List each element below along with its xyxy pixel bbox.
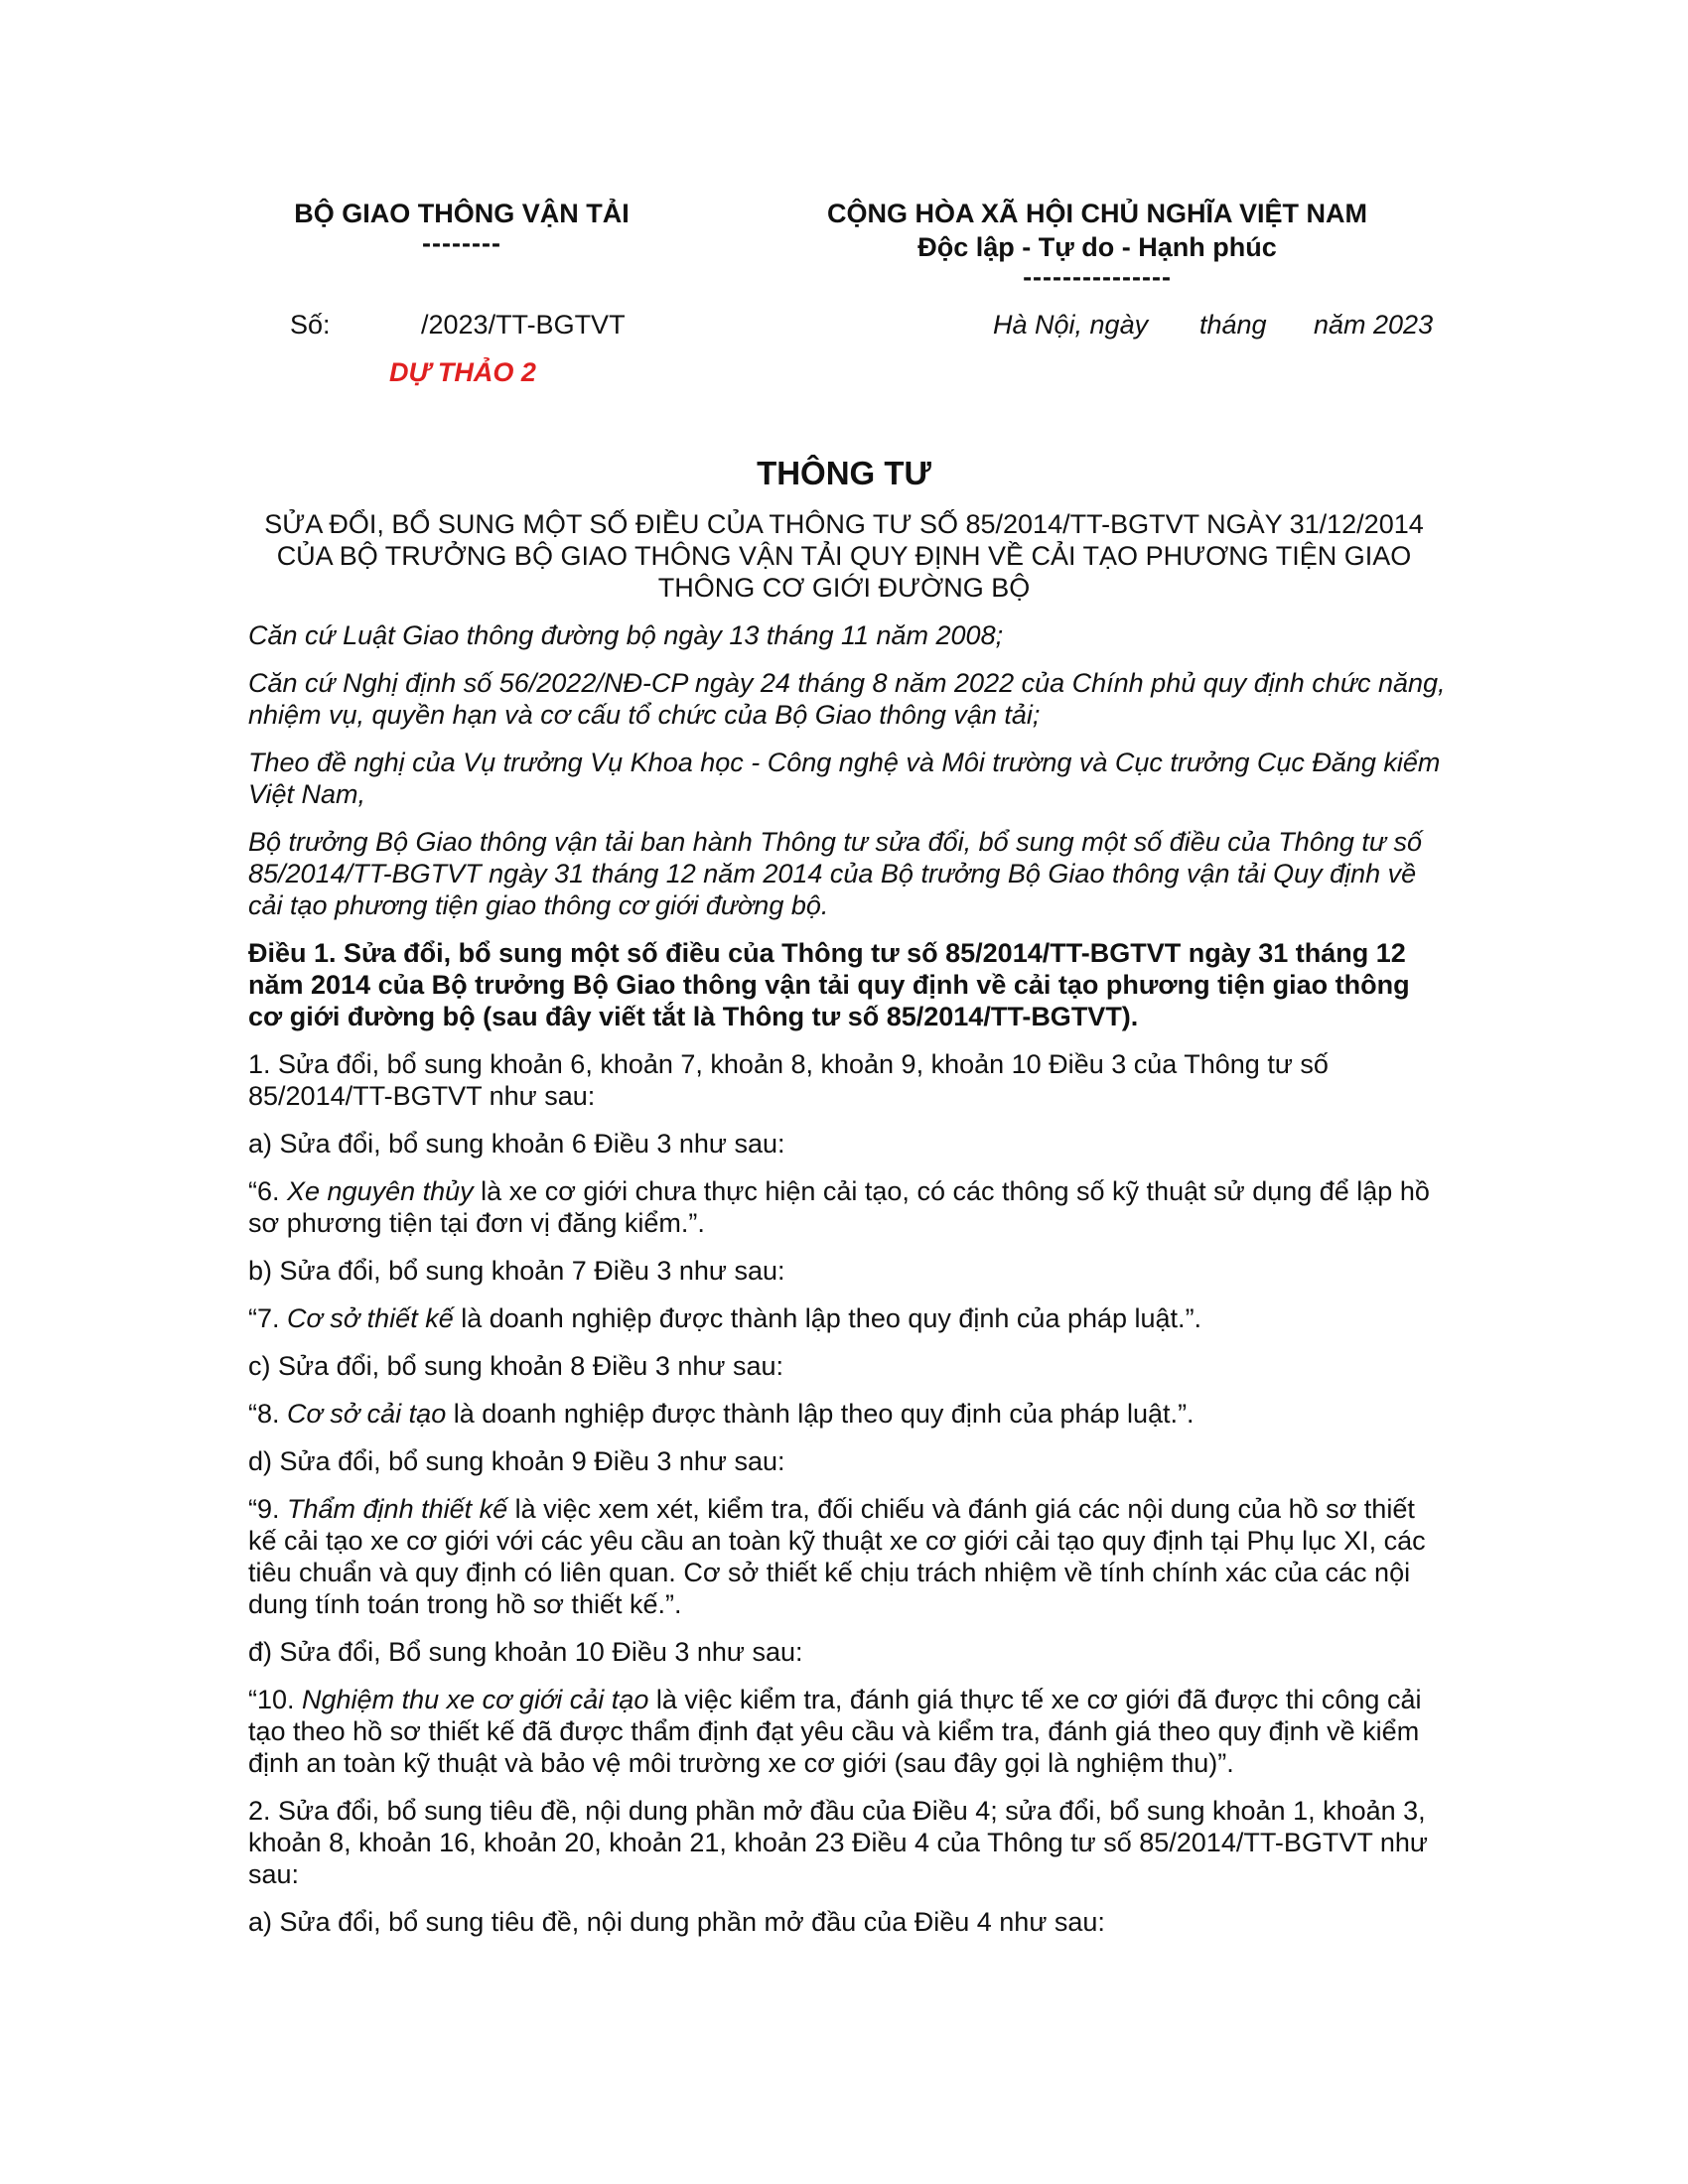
ministry-header bbox=[228, 197, 695, 256]
definition-paragraph bbox=[248, 1302, 1450, 1334]
definition-text: là doanh nghiệp được thành lập theo quy định của pháp luật.”. bbox=[453, 1303, 1202, 1333]
article-heading: Điều 1. Sửa đổi, bổ sung một số điều của Thông tư số 85/2014/TT-BGTVT ngày 31 tháng 12 năm 2014 của Bộ trưởng Bộ Giao thông vận tải quy định về cải tạo phương tiện giao thông cơ giới đường bộ (sau đây viết tắt là Thông tư số 85/2014/TT-BGTVT). bbox=[248, 938, 1410, 1031]
ministry-name: BỘ GIAO THÔNG VẬN TẢI bbox=[294, 199, 630, 228]
clause-paragraph: 1. Sửa đổi, bổ sung khoản 6, khoản 7, khoản 8, khoản 9, khoản 10 Điều 3 của Thông tư số 85/2014/TT-BGTVT như sau: bbox=[248, 1049, 1329, 1111]
definition-prefix: “8. bbox=[248, 1399, 288, 1429]
document-subtitle: SỬA ĐỔI, BỔ SUNG MỘT SỐ ĐIỀU CỦA THÔNG TƯ SỐ 85/2014/TT-BGTVT NGÀY 31/12/2014 CỦA BỘ TRƯỞNG BỘ GIAO THÔNG VẬN TẢI QUY ĐỊNH VỀ CẢI TẠO PHƯƠNG TIỆN GIAO THÔNG CƠ GIỚI ĐƯỜNG BỘ bbox=[264, 509, 1424, 603]
definition-prefix: “9. bbox=[248, 1494, 288, 1524]
national-header bbox=[735, 197, 1460, 290]
definition-prefix: “10. bbox=[248, 1685, 303, 1714]
definition-prefix: “6. bbox=[248, 1176, 288, 1206]
document-number-label: Số: bbox=[290, 310, 331, 340]
definition-paragraph bbox=[248, 1398, 1450, 1430]
definition-paragraph bbox=[248, 1493, 1450, 1620]
definition-text: là doanh nghiệp được thành lập theo quy định của pháp luật.”. bbox=[446, 1399, 1195, 1429]
draft-label: DỰ THẢO 2 bbox=[389, 357, 536, 387]
definition-text: là xe cơ giới chưa thực hiện cải tạo, có các thông số kỹ thuật sử dụng để lập hồ sơ phương tiện tại đơn vị đăng kiểm.”. bbox=[248, 1176, 1430, 1238]
item-paragraph: c) Sửa đổi, bổ sung khoản 8 Điều 3 như sau: bbox=[248, 1351, 783, 1381]
issue-date-month: tháng bbox=[1199, 310, 1267, 340]
definition-term: Cơ sở thiết kế bbox=[287, 1303, 454, 1333]
item-paragraph: a) Sửa đổi, bổ sung khoản 6 Điều 3 như sau: bbox=[248, 1129, 785, 1159]
preamble-paragraph: Căn cứ Nghị định số 56/2022/NĐ-CP ngày 24 tháng 8 năm 2022 của Chính phủ quy định chức năng, nhiệm vụ, quyền hạn và cơ cấu tổ chức của Bộ Giao thông vận tải; bbox=[248, 668, 1446, 730]
preamble-paragraph: Căn cứ Luật Giao thông đường bộ ngày 13 tháng 11 năm 2008; bbox=[248, 620, 1004, 650]
definition-term: Xe nguyên thủy bbox=[287, 1176, 474, 1206]
motto-divider: --------------- bbox=[1023, 262, 1172, 292]
preamble-paragraph: Theo đề nghị của Vụ trưởng Vụ Khoa học - Công nghệ và Môi trường và Cục trưởng Cục Đăng kiểm Việt Nam, bbox=[248, 748, 1441, 809]
definition-paragraph bbox=[248, 1684, 1450, 1779]
issue-date-place: Hà Nội, ngày bbox=[993, 310, 1149, 340]
definition-text: là việc xem xét, kiểm tra, đối chiếu và đánh giá các nội dung của hồ sơ thiết kế cải tạo xe cơ giới với các yêu cầu an toàn kỹ thuật xe cơ giới cải tạo quy định tại Phụ lục XI, các tiêu chuẩn và quy định có liên quan. Cơ sở thiết kế chịu trách nhiệm về tính chính xác của các nội dung tính toán trong hồ sơ thiết kế.”. bbox=[248, 1494, 1426, 1619]
definition-text: là việc kiểm tra, đánh giá thực tế xe cơ giới đã được thi công cải tạo theo hồ sơ thiết kế đã được thẩm định đạt yêu cầu và kiểm tra, đánh giá theo quy định về kiểm định an toàn kỹ thuật và bảo vệ môi trường xe cơ giới (sau đây gọi là nghiệm thu)”. bbox=[248, 1685, 1422, 1778]
document-title: THÔNG TƯ bbox=[757, 455, 931, 491]
clause-paragraph: 2. Sửa đổi, bổ sung tiêu đề, nội dung phần mở đầu của Điều 4; sửa đổi, bổ sung khoản 1, khoản 3, khoản 8, khoản 16, khoản 20, khoản 21, khoản 23 Điều 4 của Thông tư số 85/2014/TT-BGTVT như sau: bbox=[248, 1796, 1428, 1889]
document-body bbox=[248, 619, 1450, 1954]
republic-name: CỘNG HÒA XÃ HỘI CHỦ NGHĨA VIỆT NAM bbox=[826, 199, 1367, 228]
document-number-value: /2023/TT-BGTVT bbox=[421, 310, 626, 340]
item-paragraph: b) Sửa đổi, bổ sung khoản 7 Điều 3 như sau: bbox=[248, 1256, 785, 1286]
document-number bbox=[290, 310, 626, 341]
national-motto: Độc lập - Tự do - Hạnh phúc bbox=[917, 232, 1277, 262]
definition-prefix: “7. bbox=[248, 1303, 288, 1333]
definition-term: Cơ sở cải tạo bbox=[287, 1399, 447, 1429]
ministry-divider: -------- bbox=[422, 228, 501, 258]
preamble-paragraph: Bộ trưởng Bộ Giao thông vận tải ban hành Thông tư sửa đổi, bổ sung một số điều của Thông tư số 85/2014/TT-BGTVT ngày 31 tháng 12 năm 2014 của Bộ trưởng Bộ Giao thông vận tải Quy định về cải tạo phương tiện giao thông cơ giới đường bộ. bbox=[248, 827, 1423, 920]
definition-term: Thẩm định thiết kế bbox=[287, 1494, 508, 1524]
item-paragraph: đ) Sửa đổi, Bổ sung khoản 10 Điều 3 như sau: bbox=[248, 1637, 803, 1667]
issue-date-year: năm 2023 bbox=[1314, 310, 1434, 340]
definition-paragraph bbox=[248, 1175, 1450, 1239]
item-paragraph: a) Sửa đổi, bổ sung tiêu đề, nội dung phần mở đầu của Điều 4 như sau: bbox=[248, 1907, 1105, 1937]
item-paragraph: d) Sửa đổi, bổ sung khoản 9 Điều 3 như sau: bbox=[248, 1446, 785, 1476]
definition-term: Nghiệm thu xe cơ giới cải tạo bbox=[302, 1685, 649, 1714]
